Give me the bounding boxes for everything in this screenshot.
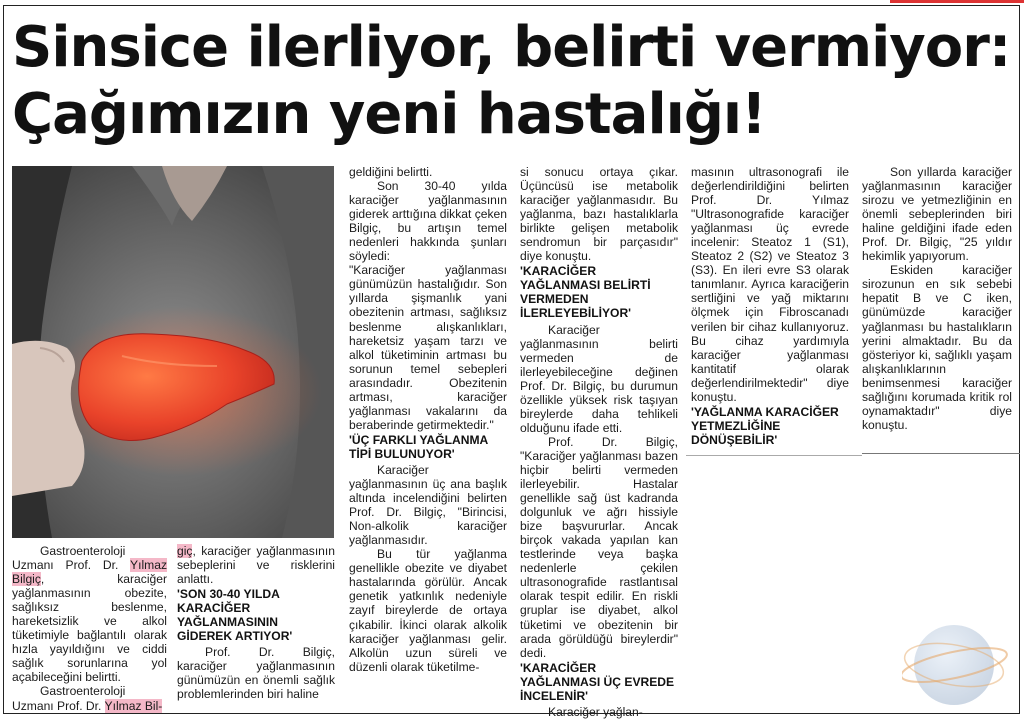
- top-accent-bar: [890, 0, 1024, 3]
- text-run: Gastroenteroloji Uzmanı Prof. Dr.: [12, 544, 131, 573]
- subheading: 'KARACİĞER YAĞLANMASI ÜÇ EVREDE İNCELENİR': [520, 660, 675, 703]
- paragraph: geldiğini belirtti.: [349, 165, 433, 179]
- paragraph: Prof. Dr. Bilgiç, karaciğer yağlanmasının günümüzün en önemli sağlık problemlerinden biri haline: [177, 645, 335, 702]
- column-rule: [862, 453, 1020, 454]
- column-1: [12, 544, 167, 713]
- quote-paragraph: "Karaciğer yağlanması günümüzün hastalığıdır. Son yıllarda şişmanlık yani obezitenin artması, sağlıksız beslenme alışkanlıkları, hareketsiz yaşam tarzı ve alkol tüketiminin artması bu sorunun temel sebepleri arasındadır. Obezitenin artması, karaciğer yağlanması vakalarını da beraberinde getirmektedir.": [349, 263, 507, 432]
- column-4: [520, 165, 678, 719]
- paragraph: Son yıllarda karaciğer yağlanmasının karaciğer sirozu ve yetmezliğinin en önemli sebeplerinden biri haline geldiğini ifade eden Prof. Dr. Bilgiç, "25 yıldır hekimlik yapıyorum.: [862, 165, 1012, 264]
- column-6: [862, 165, 1012, 432]
- subheading: 'ÜÇ FARKLI YAĞLANMA TİPİ BULUNUYOR': [349, 432, 488, 461]
- paragraph: Karaciğer yağlan-: [548, 704, 643, 719]
- paragraph: Bu tür yağlanma genellikle obezite ve diyabet hastalarında görülür. Ancak genetik yatkınlık nedeniyle zayıf bireylerde de ortaya çıkabilir. İkinci olarak alkolik karaciğer yağlanması gelir. Alkolün uzun süreli ve düzenli olarak tüketilme-: [349, 547, 507, 674]
- column-3: [349, 165, 507, 674]
- paragraph: [12, 684, 167, 712]
- paragraph: si sonucu ortaya çıkar. Üçüncüsü ise metabolik karaciğer yağlanmasıdır. Bu yağlanma, bazı hastalıklarla birlikte gelişen metabolik sendromun bir parçasıdır" diye konuştu.: [520, 165, 678, 264]
- hand: [12, 341, 84, 496]
- subheading: 'SON 30-40 YILDA KARACİĞER YAĞLANMASININ GİDEREK ARTIYOR': [177, 587, 293, 644]
- liver-photo: [12, 166, 334, 538]
- liver-illustration-svg: [12, 166, 334, 538]
- column-5: [691, 165, 849, 449]
- paragraph: masının ultrasonografi ile değerlendirildiğini belirten Prof. Dr. Yılmaz "Ultrasonografide karaciğer yağlanması üç evrede incelenir: Steatoz 1 (S1), Steatoz 2 (S2) ve Steatoz 3 (S3). En ileri evre S3 olarak tanımlanır. Ayrıca karaciğerin sertliğini ve yağ miktarını ölçmek için Fibroscanadı verilen bir cihaz kullanıyoruz. Bu cihaz yardımıyla karaciğer yağlanması kantitatif olarak değerlendirilmektedir" diye konuştu.: [691, 165, 849, 404]
- subheading: 'KARACİĞER YAĞLANMASI BELİRTİ VERMEDEN İLERLEYEBİLİYOR': [520, 264, 651, 321]
- highlighted-name: giç: [177, 544, 193, 558]
- text-run: , karaciğer yağlanmasının obezite, sağlıksız beslenme, hareketsizlik ve alkol tüketimiyle bağlantılı olarak hızla yayıldığını ve ciddi sağlık sorunlarına yol açabileceğini belirtti.: [12, 572, 167, 685]
- paragraph: Prof. Dr. Bilgiç, "Karaciğer yağlanması bazen hiçbir belirti vermeden ilerleyebilir. Hastalar genellikle sağ üst kadranda dolgunluk ve ağrı hissiyle bize başvururlar. Ancak birçok vakada yapılan kan testlerinde veya başka nedenlerle çekilen ultrasonografide rastlantısal olarak tespit edilir. En riskli gruplar ise diyabet, alkol tüketimi ve obezitenin bir arada görüldüğü bireylerdir" dedi.: [520, 434, 678, 660]
- column-2: [177, 544, 335, 702]
- paragraph: Eskiden karaciğer sirozunun en sık sebebi hepatit B ve C iken, günümüzde karaciğer yağlanması bu hastalıkların yerini almaktadır. Bu da gösteriyor ki, sağlıklı yaşam alışkanlıklarının benimsenmesi karaciğer sağlığını korumada kritik rol oynamaktadır" diye konuştu.: [862, 263, 1012, 432]
- paragraph: [12, 544, 167, 684]
- subheading: 'YAĞLANMA KARACİĞER YETMEZLİĞİNE DÖNÜŞEBİLİR': [691, 404, 839, 447]
- globe-watermark-icon: [902, 615, 1012, 715]
- headline-line-1: Sinsice ilerliyor, belirti vermiyor:: [12, 15, 1011, 80]
- column-rule: [686, 455, 862, 456]
- paragraph: Karaciğer yağlanmasının belirti vermeden de ilerleyebileceğine değinen Prof. Dr. Bilgiç, bu durumun özellikle yüksek risk taşıyan bireylerde daha tehlikeli olduğunu ifade etti.: [520, 322, 678, 435]
- highlighted-name: Yılmaz Bilgiç: [12, 558, 167, 587]
- headline: [12, 14, 1012, 148]
- text-run: , karaciğer yağlanmasının sebeplerini ve risklerini anlattı.: [177, 544, 335, 587]
- highlighted-name: Yılmaz Bil-: [104, 698, 163, 713]
- paragraph: [177, 544, 335, 586]
- text-run: Gastroenteroloji Uzmanı Prof. Dr.: [12, 684, 126, 713]
- paragraph: Son 30-40 yılda karaciğer yağlanmasının giderek arttığına dikkat çeken Bilgiç, bu artışın temel nedenleri hakkında şunları söyledi:: [349, 179, 507, 264]
- paragraph: Karaciğer yağlanmasının üç ana başlık altında incelendiğini belirten Prof. Dr. Bilgiç, "Birincisi, Non-alkolik karaciğer yağlanmasıdır.: [349, 462, 507, 548]
- headline-line-2: Çağımızın yeni hastalığı!: [12, 82, 766, 147]
